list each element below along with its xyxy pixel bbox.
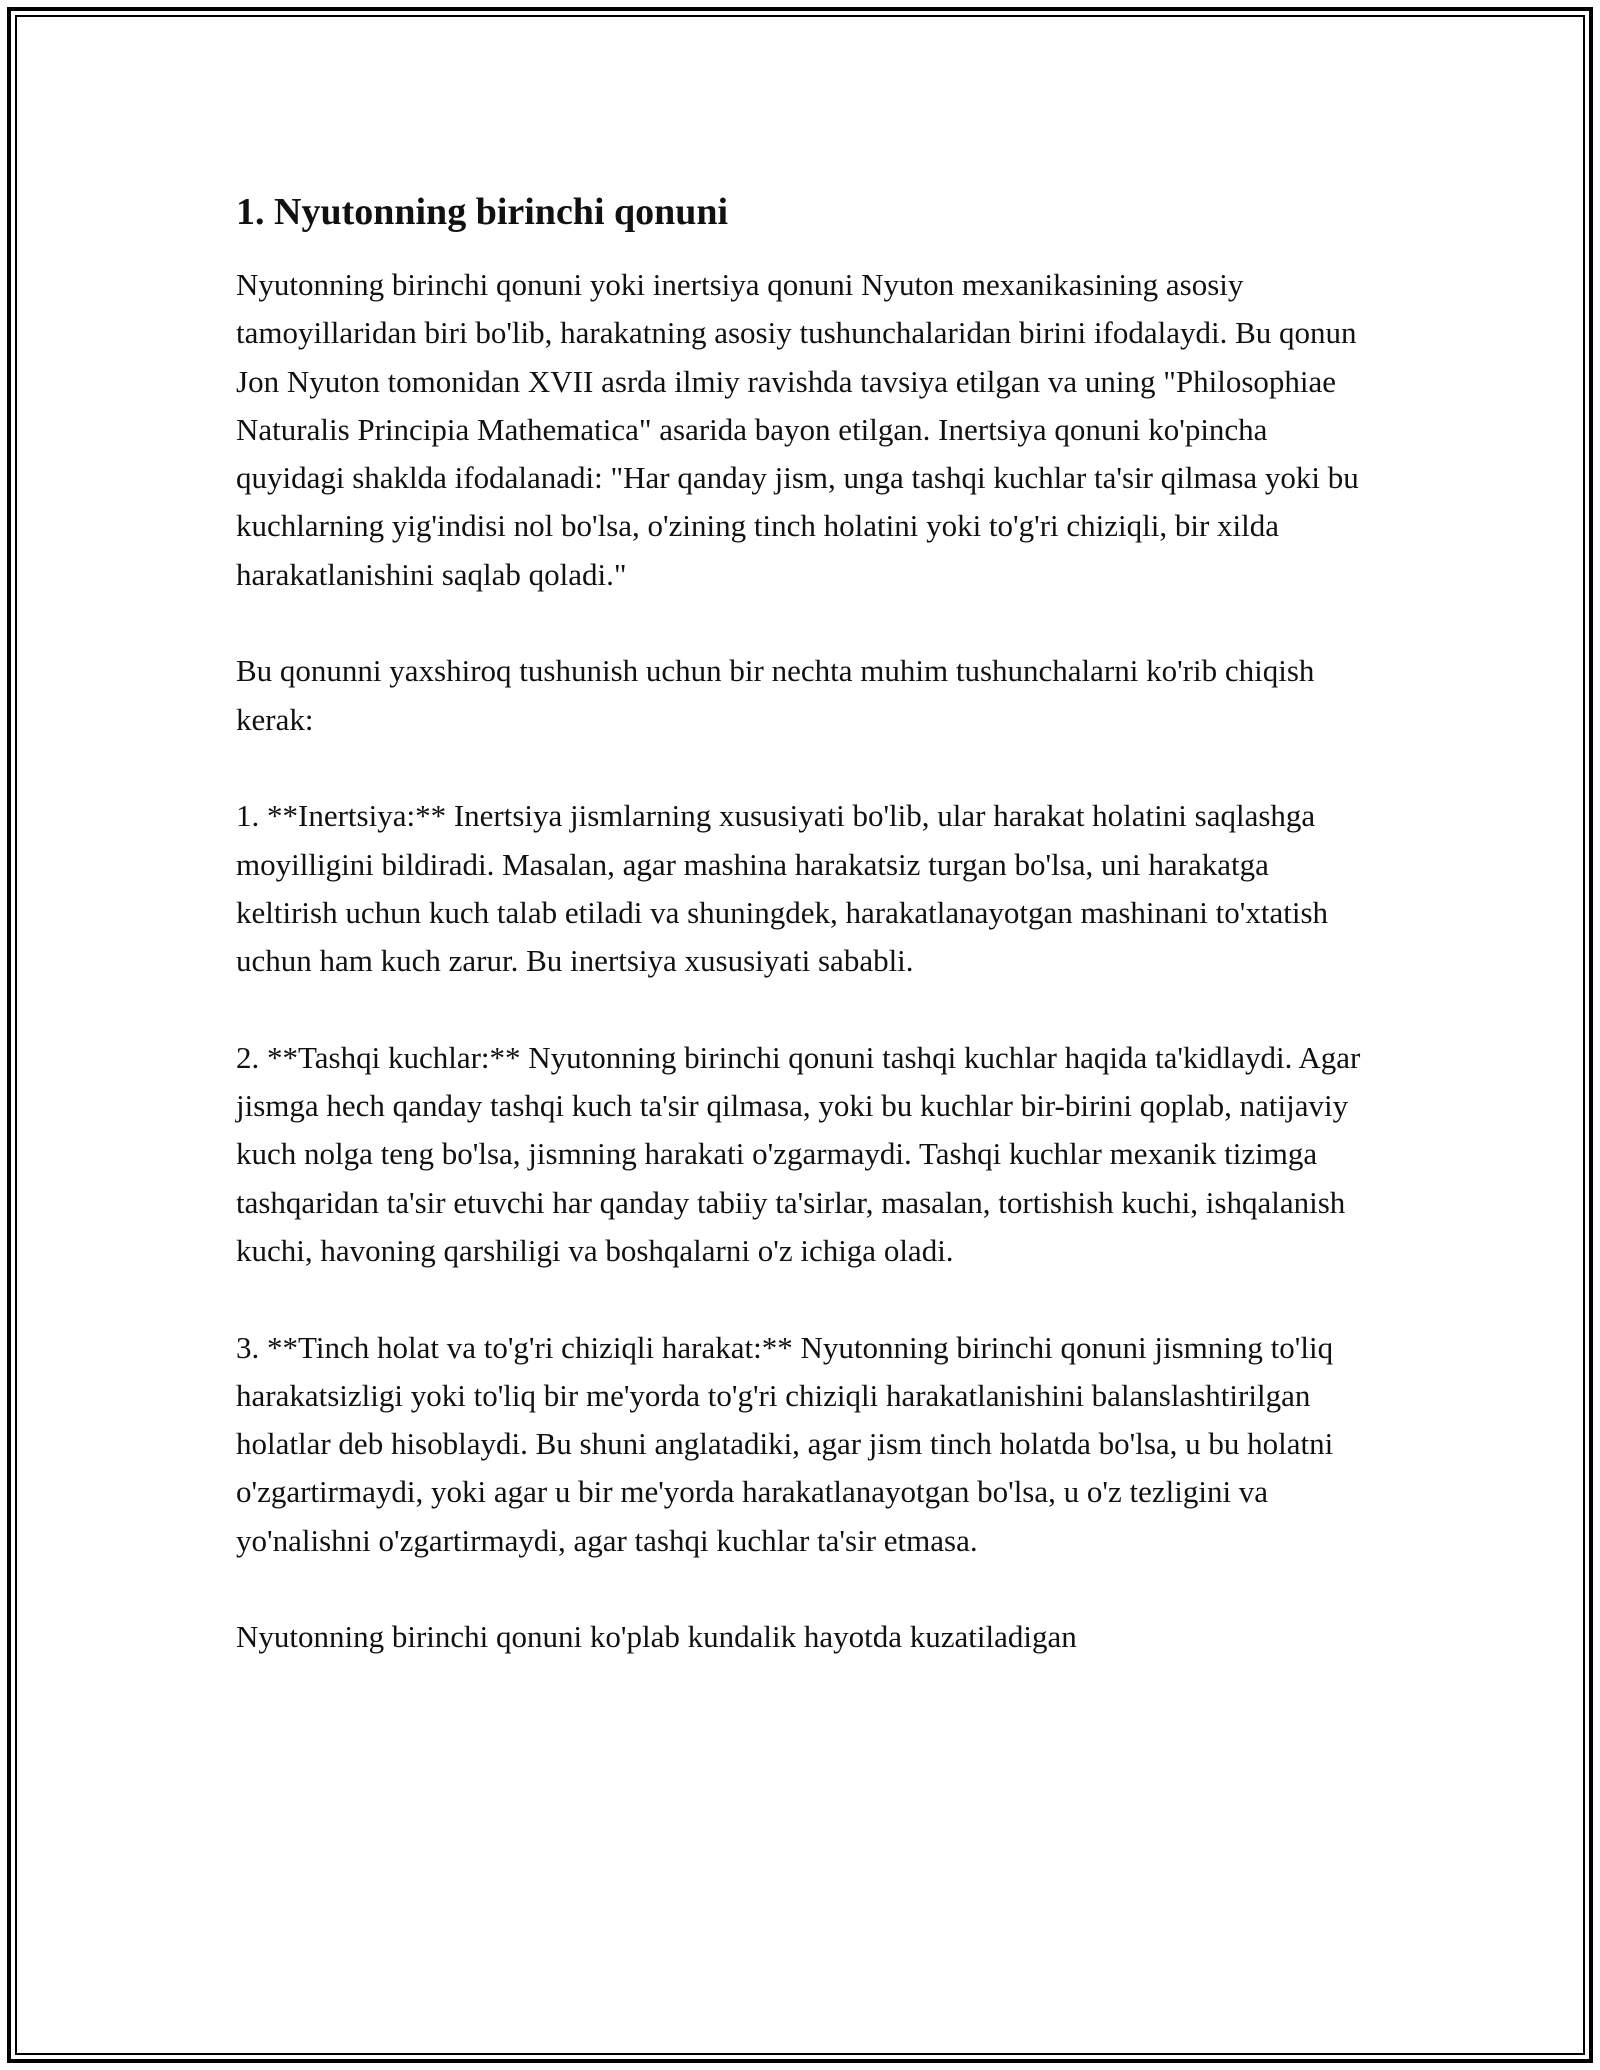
list-item-rest-and-uniform-motion: 3. **Tinch holat va to'g'ri chiziqli harakat:** Nyutonning birinchi qonuni jismning to'liq harakatsizligi yoki to'liq bir me'yorda to'g'ri chiziqli harakatlanishini balanslashtirilgan holatlar deb hisoblaydi. Bu shuni anglatadiki, agar jism tinch holatda bo'lsa, u bu holatni o'zgartirmaydi, yoki agar u bir me'yorda harakatlanayotgan bo'lsa, u o'z tezligini va yo'nalishni o'zgartirmaydi, agar tashqi kuchlar ta'sir etmasa. — [236, 1329, 1334, 1558]
list-item-external-forces: 2. **Tashqi kuchlar:** Nyutonning birinchi qonuni tashqi kuchlar haqida ta'kidlaydi. Agar jismga hech qanday tashqi kuch ta'sir qilmasa, yoki bu kuchlar bir-birini qoplab, natijaviy kuch nolga teng bo'lsa, jismning harakati o'zgarmaydi. Tashqi kuchlar mexanik tizimga tashqaridan ta'sir etuvchi har qanday tabiiy ta'sirlar, masalan, tortishish kuchi, ishqalanish kuchi, havoning qarshiligi va boshqalarni o'z ichiga oladi. — [236, 1039, 1361, 1268]
paragraph-intro: Nyutonning birinchi qonuni yoki inertsiya qonuni Nyuton mexanikasining asosiy tamoyillaridan biri bo'lib, harakatning asosiy tushunchalaridan birini ifodalaydi. Bu qonun Jon Nyuton tomonidan XVII asrda ilmiy ravishda tavsiya etilgan va uning "Philosophiae Naturalis Principia Mathematica" asarida bayon etilgan. Inertsiya qonuni ko'pincha quyidagi shaklda ifodalanadi: "Har qanday jism, unga tashqi kuchlar ta'sir qilmasa yoki bu kuchlarning yig'indisi nol bo'lsa, o'zining tinch holatini yoki to'g'ri chiziqli, bir xilda harakatlanishini saqlab qoladi." — [236, 267, 1359, 592]
document-body — [236, 188, 1376, 1710]
paragraph-lead-in: Bu qonunni yaxshiroq tushunish uchun bir nechta muhim tushunchalarni ko'rib chiqish kerak: — [236, 653, 1315, 737]
list-item-inertia: 1. **Inertsiya:** Inertsiya jismlarning xususiyati bo'lib, ular harakat holatini saqlashga moyilligini bildiradi. Masalan, agar mashina harakatsiz turgan bo'lsa, uni harakatga keltirish uchun kuch talab etiladi va shuningdek, harakatlanayotgan mashinani to'xtatish uchun ham kuch zarur. Bu inertsiya xususiyati sababli. — [236, 798, 1329, 979]
paragraph-closing: Nyutonning birinchi qonuni ko'plab kundalik hayotda kuzatiladigan — [236, 1619, 1077, 1655]
section-title: 1. Nyutonning birinchi qonuni — [236, 191, 729, 233]
